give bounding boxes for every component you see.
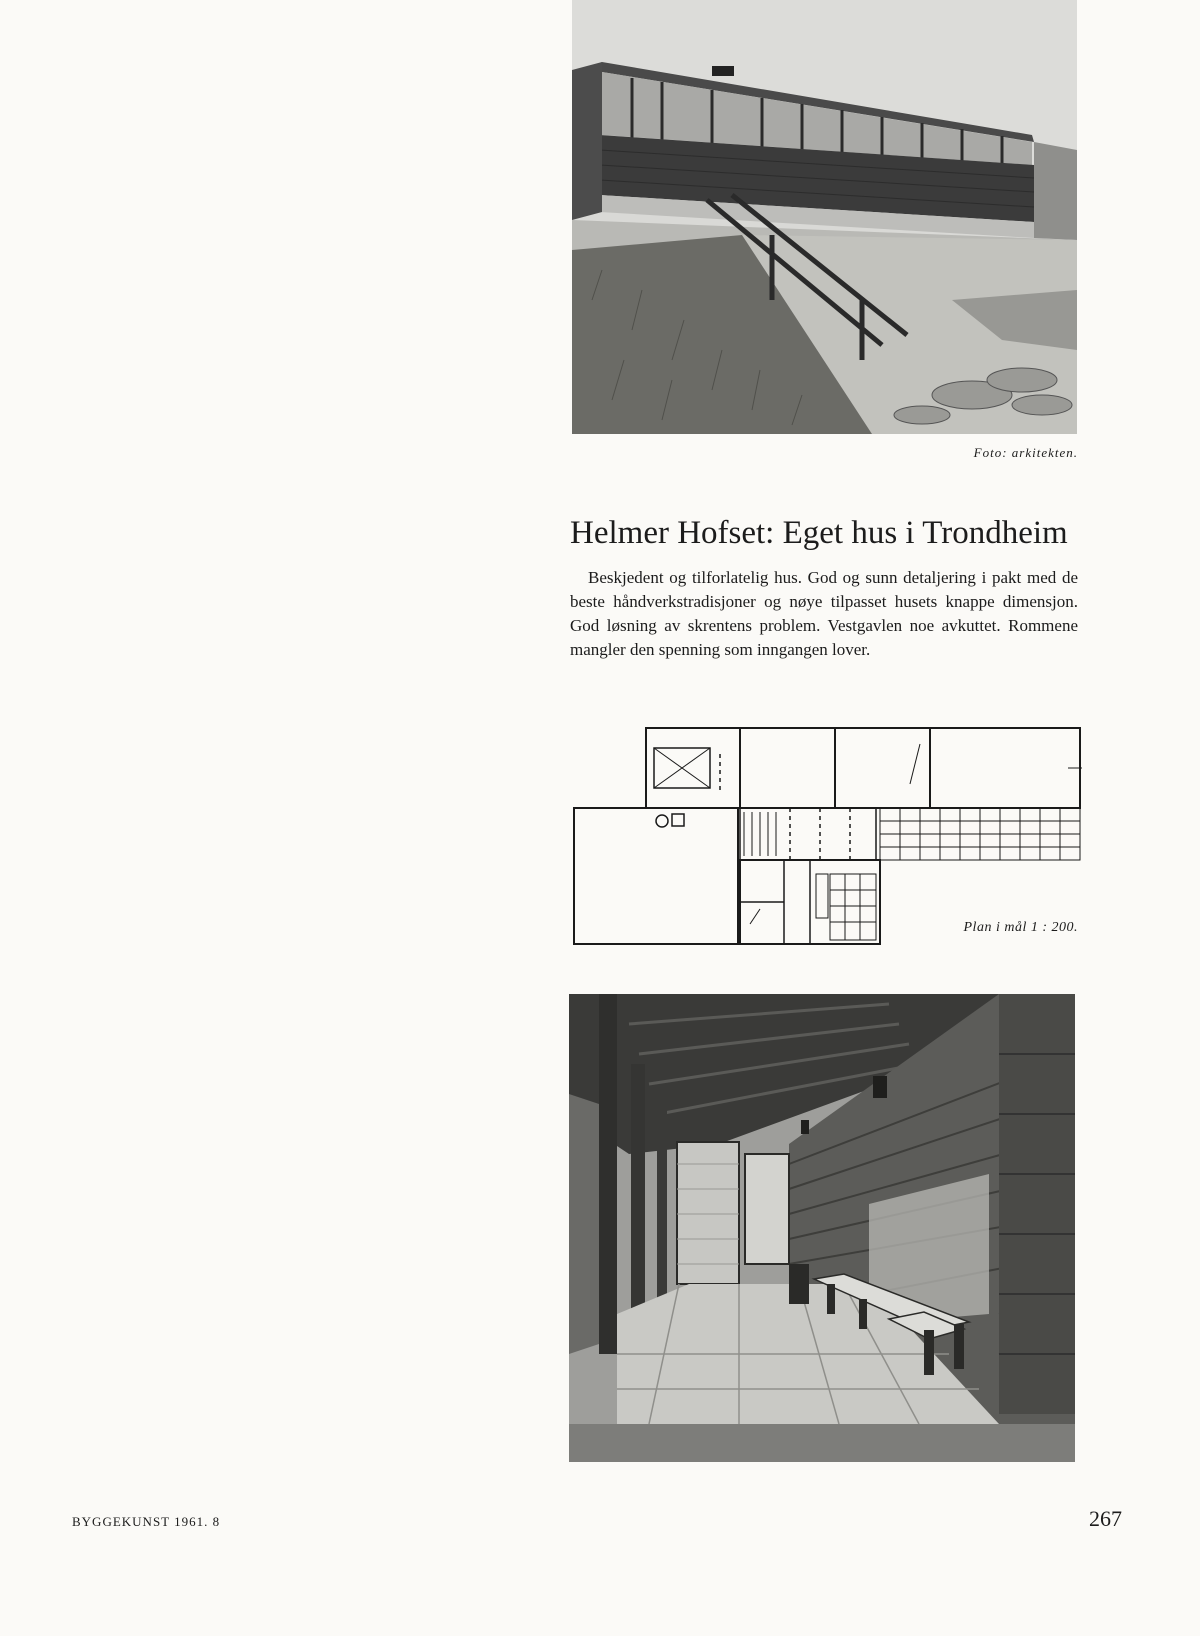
plan-scale-caption: Plan i mål 1 : 200. [963, 920, 1078, 935]
photo-credit: Foto: arkitekten. [973, 445, 1078, 460]
page-number: 267 [1089, 1506, 1122, 1531]
article-title: Helmer Hofset: Eget hus i Trondheim [570, 515, 1068, 551]
entrance-photo [569, 994, 1075, 1462]
article-intro: Beskjedent og tilforlatelig hus. God og sunn detaljering i pakt med de beste håndverkstradisjoner og nøye tilpasset husets knappe dimensjon. God løsning av skrentens problem. Vestgavlen noe avkuttet. Rommene mangler den spenning som inngangen lover. [570, 568, 1078, 659]
exterior-photo [572, 0, 1077, 434]
publication-footer: BYGGEKUNST 1961. 8 [72, 1514, 221, 1529]
floor-plan [570, 724, 1082, 946]
